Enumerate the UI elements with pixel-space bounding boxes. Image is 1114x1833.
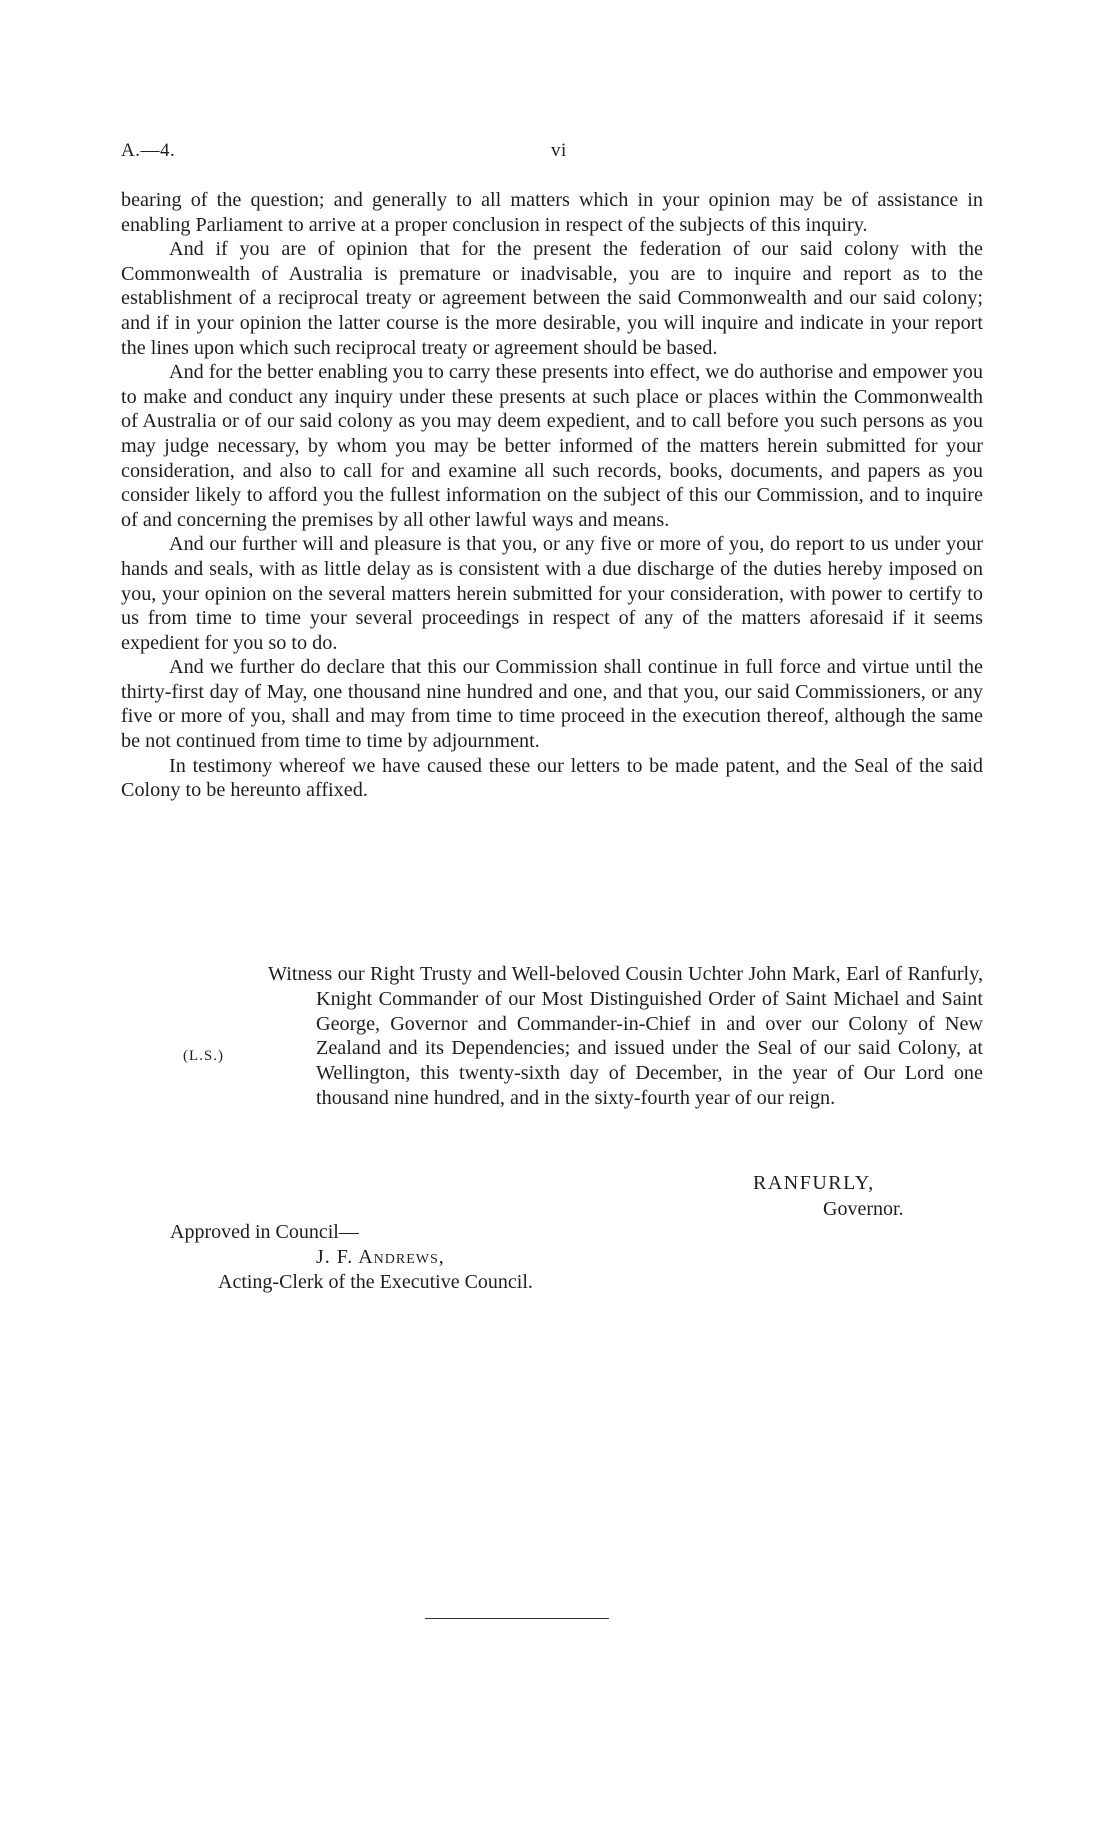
paragraph-continuation: bearing of the question; and generally to all matters which in your opinion may be of assistance in enabling Parliament to arrive at a proper conclusion in respect of the subjects of this inquiry.	[121, 189, 983, 236]
document-reference: A.—4.	[121, 140, 176, 161]
paragraph-testimony: In testimony whereof we have caused these our letters to be made patent, and the Seal of the said Colony to be hereunto affixed.	[121, 754, 983, 802]
signatory-name: RANFURLY,	[753, 1172, 875, 1194]
page-number: vi	[551, 140, 567, 161]
paragraph-report: And our further will and pleasure is that you, or any five or more of you, do report to us under your hands and seals, with as little delay as is consistent with a due discharge of the duties hereby imposed on you, your opinion on the several matters herein submitted for your consideration, with power to certify to us from time to time your several proceedings in respect of any of the matters aforesaid if it seems expedient for you so to do.	[121, 533, 983, 654]
paragraph-reciprocal-treaty: And if you are of opinion that for the present the federation of our said colony with the Commonwealth of Australia is premature or inadvisable, you are to inquire and report as to the establishment of a reciprocal treaty or agreement between the said Commonwealth and our said colony; and if in your opinion the latter course is the more desirable, you will inquire and indicate in your report the lines upon which such reciprocal treaty or agreement should be based.	[121, 238, 983, 359]
clerk-name-text: J. F. Andrews,	[316, 1246, 445, 1268]
witness-clause: Witness our Right Trusty and Well-beloved Cousin Uchter John Mark, Earl of Ranfurly, Knight Commander of our Most Distinguished Order of Saint Michael and Saint George, Governor and Commander-in-Chief in and over our Colony of New Zealand and its Dependencies; and issued under the Seal of our said Colony, at Wellington, this twenty-sixth day of December, in the year of Our Lord one thousand nine hundred, and in the sixty-fourth year of our reign.	[268, 963, 983, 1109]
approval-line: Approved in Council—	[170, 1221, 359, 1243]
seal-label: (L.S.)	[183, 1048, 224, 1064]
paragraph-powers: And for the better enabling you to carry these presents into effect, we do authorise and empower you to make and conduct any inquiry under these presents at such place or places within the Commonwealth of Australia or of our said colony as you may deem expedient, and to call before you such persons as you may judge necessary, by whom you may be better informed of the matters herein submitted for your consideration, and also to call for and examine all such records, books, documents, and papers as you consider likely to afford you the fullest information on the subject of this our Commission, and to inquire of and concerning the premises by all other lawful ways and means.	[121, 361, 983, 531]
paragraph-duration: And we further do declare that this our Commission shall continue in full force and virtue until the thirty-first day of May, one thousand nine hundred and one, and that you, our said Commissioners, or any five or more of you, shall and may from time to time proceed in the execution thereof, although the same be not continued from time to time by adjournment.	[121, 656, 983, 753]
page-header	[121, 140, 995, 164]
closing-rule	[425, 1618, 609, 1619]
signatory-title: Governor.	[823, 1198, 904, 1220]
witness-block	[121, 962, 983, 1162]
clerk-title: Acting-Clerk of the Executive Council.	[218, 1271, 533, 1293]
clerk-name	[316, 1246, 445, 1269]
commission-body	[121, 188, 983, 803]
